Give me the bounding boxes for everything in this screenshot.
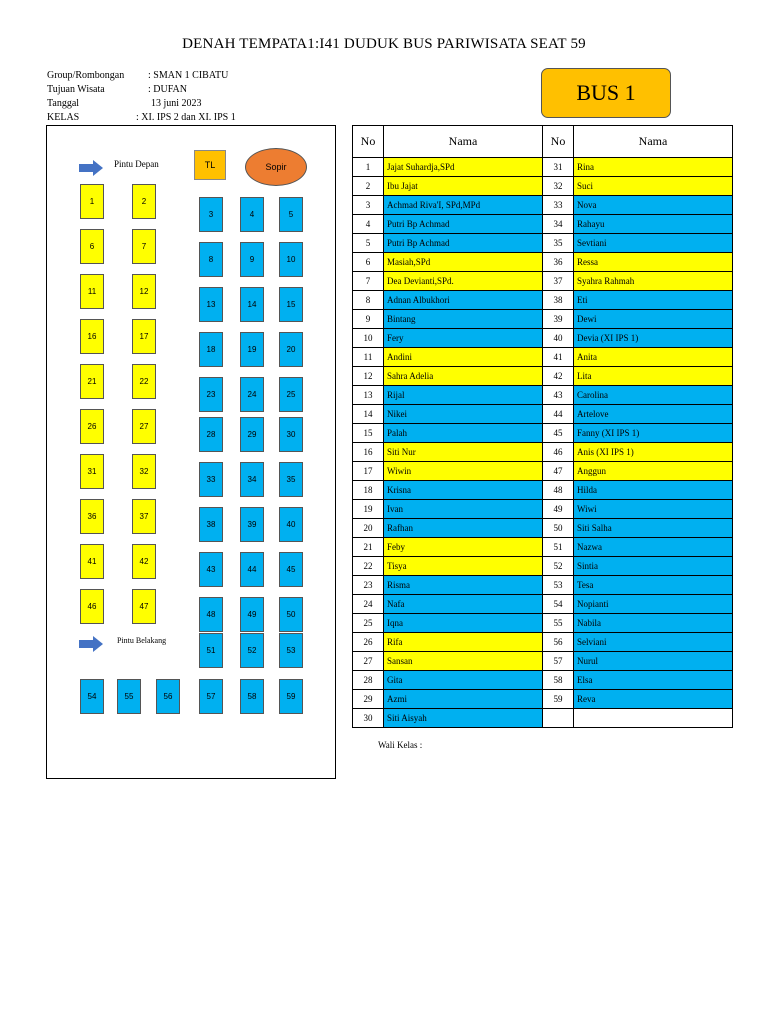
cell-no: 26 <box>353 633 384 652</box>
table-row <box>353 424 733 443</box>
cell-no: 32 <box>543 177 574 196</box>
cell-nama: Elsa <box>574 671 733 690</box>
seat-37: 37 <box>132 499 156 534</box>
page-title: DENAH TEMPATA1:I41 DUDUK BUS PARIWISATA SEAT 59 <box>182 36 586 52</box>
cell-nama: Nikei <box>384 405 543 424</box>
seat-44: 44 <box>240 552 264 587</box>
table-row <box>353 462 733 481</box>
table-row <box>353 291 733 310</box>
cell-no: 30 <box>353 709 384 728</box>
seat-9: 9 <box>240 242 264 277</box>
cell-nama: Masiah,SPd <box>384 253 543 272</box>
info-label: Tanggal <box>47 98 80 109</box>
cell-nama: Putri Bp Achmad <box>384 234 543 253</box>
tour-leader-seat: TL <box>194 150 226 180</box>
cell-nama: Nopianti <box>574 595 733 614</box>
cell-nama: Anis (XI IPS 1) <box>574 443 733 462</box>
table-row <box>353 234 733 253</box>
cell-nama: Adnan Albukhori <box>384 291 543 310</box>
table-row <box>353 386 733 405</box>
seat-48: 48 <box>199 597 223 632</box>
cell-nama: Tesa <box>574 576 733 595</box>
seat-43: 43 <box>199 552 223 587</box>
cell-no: 27 <box>353 652 384 671</box>
seat-2: 2 <box>132 184 156 219</box>
table-row <box>353 576 733 595</box>
table-row <box>353 709 733 728</box>
cell-no: 50 <box>543 519 574 538</box>
cell-no: 21 <box>353 538 384 557</box>
table-row <box>353 614 733 633</box>
cell-nama <box>574 709 733 728</box>
cell-nama: Jajat Suhardja,SPd <box>384 158 543 177</box>
seat-12: 12 <box>132 274 156 309</box>
cell-no: 54 <box>543 595 574 614</box>
seat-58: 58 <box>240 679 264 714</box>
cell-nama: Rifa <box>384 633 543 652</box>
cell-nama: Dewi <box>574 310 733 329</box>
table-row <box>353 272 733 291</box>
cell-no: 23 <box>353 576 384 595</box>
cell-no: 9 <box>353 310 384 329</box>
seat-55: 55 <box>117 679 141 714</box>
table-row <box>353 481 733 500</box>
cell-no: 43 <box>543 386 574 405</box>
table-row <box>353 671 733 690</box>
cell-no: 53 <box>543 576 574 595</box>
table-row <box>353 690 733 709</box>
seat-39: 39 <box>240 507 264 542</box>
cell-nama: Lita <box>574 367 733 386</box>
table-row <box>353 196 733 215</box>
seat-31: 31 <box>80 454 104 489</box>
cell-no: 56 <box>543 633 574 652</box>
cell-no: 13 <box>353 386 384 405</box>
table-row <box>353 405 733 424</box>
wali-kelas-label: Wali Kelas : <box>378 740 423 750</box>
cell-nama: Sevtiani <box>574 234 733 253</box>
cell-no: 41 <box>543 348 574 367</box>
cell-nama: Reva <box>574 690 733 709</box>
seat-47: 47 <box>132 589 156 624</box>
cell-nama: Krisna <box>384 481 543 500</box>
seat-18: 18 <box>199 332 223 367</box>
cell-nama: Nazwa <box>574 538 733 557</box>
cell-nama: Siti Salha <box>574 519 733 538</box>
seat-5: 5 <box>279 197 303 232</box>
info-value: : XI. IPS 2 dan XI. IPS 1 <box>136 112 236 123</box>
table-row <box>353 443 733 462</box>
seat-17: 17 <box>132 319 156 354</box>
cell-nama: Bintang <box>384 310 543 329</box>
info-value: : DUFAN <box>148 84 187 95</box>
cell-no: 12 <box>353 367 384 386</box>
seat-1: 1 <box>80 184 104 219</box>
cell-no: 1 <box>353 158 384 177</box>
arrow-right-icon <box>79 636 103 652</box>
seat-59: 59 <box>279 679 303 714</box>
seat-26: 26 <box>80 409 104 444</box>
cell-nama: Risma <box>384 576 543 595</box>
cell-no: 7 <box>353 272 384 291</box>
cell-nama: Palah <box>384 424 543 443</box>
driver-seat: Sopir <box>245 148 307 186</box>
seat-14: 14 <box>240 287 264 322</box>
cell-no: 35 <box>543 234 574 253</box>
seat-10: 10 <box>279 242 303 277</box>
cell-no: 20 <box>353 519 384 538</box>
table-row <box>353 538 733 557</box>
header-no: No <box>353 126 384 158</box>
cell-no: 22 <box>353 557 384 576</box>
cell-nama: Gita <box>384 671 543 690</box>
cell-no: 52 <box>543 557 574 576</box>
cell-no: 31 <box>543 158 574 177</box>
cell-no: 25 <box>353 614 384 633</box>
seat-29: 29 <box>240 417 264 452</box>
table-row <box>353 329 733 348</box>
seat-24: 24 <box>240 377 264 412</box>
header-nama: Nama <box>574 126 733 158</box>
seat-53: 53 <box>279 633 303 668</box>
cell-nama: Artelove <box>574 405 733 424</box>
cell-no <box>543 709 574 728</box>
cell-nama: Wiwi <box>574 500 733 519</box>
cell-no: 14 <box>353 405 384 424</box>
seat-4: 4 <box>240 197 264 232</box>
cell-nama: Rahayu <box>574 215 733 234</box>
table-row <box>353 595 733 614</box>
cell-no: 3 <box>353 196 384 215</box>
cell-nama: Anita <box>574 348 733 367</box>
cell-no: 46 <box>543 443 574 462</box>
seat-21: 21 <box>80 364 104 399</box>
cell-no: 28 <box>353 671 384 690</box>
seat-38: 38 <box>199 507 223 542</box>
cell-nama: Putri Bp Achmad <box>384 215 543 234</box>
cell-nama: Rina <box>574 158 733 177</box>
seat-22: 22 <box>132 364 156 399</box>
info-value: : SMAN 1 CIBATU <box>148 70 229 81</box>
seat-30: 30 <box>279 417 303 452</box>
cell-no: 16 <box>353 443 384 462</box>
cell-no: 58 <box>543 671 574 690</box>
cell-nama: Ivan <box>384 500 543 519</box>
cell-nama: Suci <box>574 177 733 196</box>
cell-no: 44 <box>543 405 574 424</box>
seat-52: 52 <box>240 633 264 668</box>
cell-nama: Ibu Jajat <box>384 177 543 196</box>
cell-no: 18 <box>353 481 384 500</box>
table-row <box>353 557 733 576</box>
table-row <box>353 253 733 272</box>
cell-nama: Nafa <box>384 595 543 614</box>
cell-no: 34 <box>543 215 574 234</box>
seat-23: 23 <box>199 377 223 412</box>
cell-no: 11 <box>353 348 384 367</box>
front-door-label: Pintu Depan <box>114 159 159 169</box>
header-nama: Nama <box>384 126 543 158</box>
cell-no: 8 <box>353 291 384 310</box>
cell-nama: Rafhan <box>384 519 543 538</box>
seat-20: 20 <box>279 332 303 367</box>
cell-no: 36 <box>543 253 574 272</box>
cell-nama: Anggun <box>574 462 733 481</box>
cell-nama: Rijal <box>384 386 543 405</box>
cell-no: 6 <box>353 253 384 272</box>
seat-46: 46 <box>80 589 104 624</box>
arrow-right-icon <box>79 160 103 176</box>
cell-nama: Eti <box>574 291 733 310</box>
seat-41: 41 <box>80 544 104 579</box>
table-row <box>353 215 733 234</box>
bus-label: BUS 1 <box>541 68 671 118</box>
seat-54: 54 <box>80 679 104 714</box>
cell-nama: Nova <box>574 196 733 215</box>
cell-no: 15 <box>353 424 384 443</box>
cell-no: 51 <box>543 538 574 557</box>
seat-13: 13 <box>199 287 223 322</box>
cell-no: 29 <box>353 690 384 709</box>
table-row <box>353 500 733 519</box>
seat-25: 25 <box>279 377 303 412</box>
cell-no: 33 <box>543 196 574 215</box>
seat-36: 36 <box>80 499 104 534</box>
cell-nama: Andini <box>384 348 543 367</box>
passenger-table <box>352 125 733 728</box>
seat-27: 27 <box>132 409 156 444</box>
cell-no: 38 <box>543 291 574 310</box>
seat-50: 50 <box>279 597 303 632</box>
table-row <box>353 652 733 671</box>
cell-nama: Fery <box>384 329 543 348</box>
cell-no: 17 <box>353 462 384 481</box>
cell-nama: Carolina <box>574 386 733 405</box>
seat-45: 45 <box>279 552 303 587</box>
cell-nama: Azmi <box>384 690 543 709</box>
cell-no: 37 <box>543 272 574 291</box>
seat-34: 34 <box>240 462 264 497</box>
info-label: Tujuan Wisata <box>47 84 105 95</box>
cell-no: 45 <box>543 424 574 443</box>
seat-plan <box>46 125 336 779</box>
cell-no: 48 <box>543 481 574 500</box>
cell-no: 47 <box>543 462 574 481</box>
table-row <box>353 158 733 177</box>
cell-nama: Sahra Adelia <box>384 367 543 386</box>
cell-no: 49 <box>543 500 574 519</box>
seat-42: 42 <box>132 544 156 579</box>
cell-nama: Ressa <box>574 253 733 272</box>
table-row <box>353 519 733 538</box>
table-row <box>353 348 733 367</box>
seat-16: 16 <box>80 319 104 354</box>
seat-32: 32 <box>132 454 156 489</box>
seat-49: 49 <box>240 597 264 632</box>
table-header <box>353 126 733 158</box>
cell-no: 39 <box>543 310 574 329</box>
seat-33: 33 <box>199 462 223 497</box>
seat-51: 51 <box>199 633 223 668</box>
seat-57: 57 <box>199 679 223 714</box>
info-label: Group/Rombongan <box>47 70 125 81</box>
cell-nama: Nabila <box>574 614 733 633</box>
table-row <box>353 177 733 196</box>
seat-3: 3 <box>199 197 223 232</box>
cell-nama: Feby <box>384 538 543 557</box>
cell-no: 40 <box>543 329 574 348</box>
seat-19: 19 <box>240 332 264 367</box>
cell-nama: Wiwin <box>384 462 543 481</box>
cell-nama: Selviani <box>574 633 733 652</box>
seat-7: 7 <box>132 229 156 264</box>
table-row <box>353 310 733 329</box>
info-value: 13 juni 2023 <box>151 98 202 109</box>
cell-no: 55 <box>543 614 574 633</box>
cell-nama: Iqna <box>384 614 543 633</box>
cell-nama: Hilda <box>574 481 733 500</box>
cell-nama: Nurul <box>574 652 733 671</box>
seat-40: 40 <box>279 507 303 542</box>
cell-no: 59 <box>543 690 574 709</box>
seat-56: 56 <box>156 679 180 714</box>
cell-nama: Siti Nur <box>384 443 543 462</box>
cell-nama: Fanny (XI IPS 1) <box>574 424 733 443</box>
seat-28: 28 <box>199 417 223 452</box>
cell-nama: Syahra Rahmah <box>574 272 733 291</box>
info-label: KELAS <box>47 112 80 123</box>
cell-nama: Tisya <box>384 557 543 576</box>
back-door-label: Pintu Belakang <box>117 636 167 645</box>
seat-8: 8 <box>199 242 223 277</box>
cell-no: 42 <box>543 367 574 386</box>
cell-no: 19 <box>353 500 384 519</box>
table-row <box>353 633 733 652</box>
cell-nama: Siti Aisyah <box>384 709 543 728</box>
seat-6: 6 <box>80 229 104 264</box>
cell-nama: Dea Devianti,SPd. <box>384 272 543 291</box>
cell-nama: Sansan <box>384 652 543 671</box>
cell-nama: Sintia <box>574 557 733 576</box>
cell-no: 57 <box>543 652 574 671</box>
seat-35: 35 <box>279 462 303 497</box>
cell-no: 10 <box>353 329 384 348</box>
cell-no: 24 <box>353 595 384 614</box>
seat-15: 15 <box>279 287 303 322</box>
cell-no: 2 <box>353 177 384 196</box>
seat-11: 11 <box>80 274 104 309</box>
cell-nama: Devia (XI IPS 1) <box>574 329 733 348</box>
table-row <box>353 367 733 386</box>
cell-nama: Achmad Riva'I, SPd,MPd <box>384 196 543 215</box>
cell-no: 5 <box>353 234 384 253</box>
header-no: No <box>543 126 574 158</box>
cell-no: 4 <box>353 215 384 234</box>
